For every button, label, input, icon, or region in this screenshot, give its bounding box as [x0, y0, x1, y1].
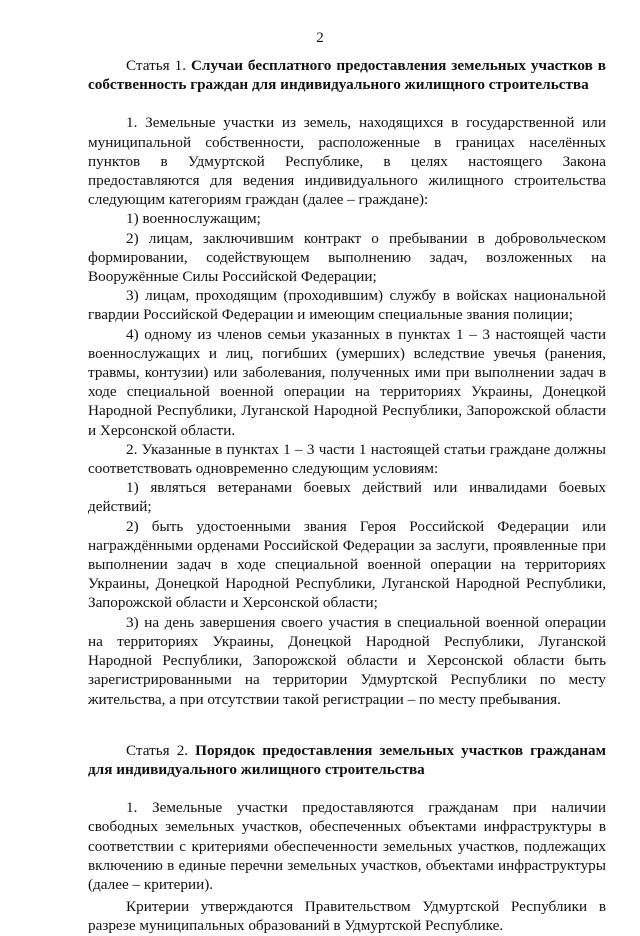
article-1-part-2-item-2: 2) быть удостоенными звания Героя Российской Федерации или награждёнными орденами Российской Федерации за заслуги, проявленные при выполнении задач в ходе специальной военной операции на территориях Украины, Донецкой Народной Республики, Луганской Народной Республики, Запорожской области и Херсонской области;: [88, 517, 606, 612]
article-2-part-1: 1. Земельные участки предоставляются гражданам при наличии свободных земельных участков, обеспеченных объектами инфраструктуры в соответствии с критериями обеспеченности земельных участков, подлежащих включению в единые перечни земельных участков, объектами инфраструктуры (далее – критерии).: [88, 799, 606, 893]
document-body: [88, 56, 606, 936]
spacer: [88, 94, 606, 113]
article-2-label: Статья 2.: [126, 741, 189, 759]
article-1-part-2-item-3: 3) на день завершения своего участия в специальной военной операции на территориях Украины, Донецкой Народной Республики, Луганской Народной Республики, Запорожской области и Херсонской области быть зарегистрированными на территории Удмуртской Республики по месту жительства, а при отсутствии такой регистрации – по месту пребывания.: [88, 613, 606, 708]
article-1-part-1-item-4: 4) одному из членов семьи указанных в пунктах 1 – 3 настоящей части военнослужащих и лиц, погибших (умерших) вследствие увечья (ранения, травмы, контузии) или заболевания, полученных ими при выполнении задач в ходе специальной военной операции на территориях Украины, Донецкой Народной Республики, Луганской Народной Республики, Запорожской области и Херсонской области.: [88, 325, 606, 439]
article-2-heading: [88, 741, 606, 779]
spacer: [88, 779, 606, 798]
spacer: [88, 709, 606, 741]
article-2-part-1-continued: Критерии утверждаются Правительством Удмуртской Республики в разрезе муниципальных образований в Удмуртской Республике.: [88, 898, 606, 935]
article-1-part-1: 1. Земельные участки из земель, находящихся в государственной или муниципальной собственности, расположенные в границах населённых пунктов в Удмуртской Республике, в целях настоящего Закона предоставляются для ведения индивидуального жилищного строительства следующим категориям граждан (далее – граждане):: [88, 114, 606, 209]
article-1-part-1-item-2: 2) лицам, заключившим контракт о пребывании в добровольческом формировании, содействующем выполнению задач, возложенных на Вооружённые Силы Российской Федерации;: [88, 229, 606, 286]
article-1-title: Случаи бесплатного предоставления земельных участков в собственность граждан для индивидуального жилищного строительства: [88, 57, 606, 94]
article-1-part-2: 2. Указанные в пунктах 1 – 3 части 1 настоящей статьи граждане должны соответствовать одновременно следующим условиям:: [88, 440, 606, 478]
page-number: 2: [316, 30, 324, 46]
article-1-label: Статья 1.: [126, 57, 186, 74]
article-1-part-2-item-1: 1) являться ветеранами боевых действий или инвалидами боевых действий;: [88, 479, 606, 516]
article-1-part-1-item-1: 1) военнослужащим;: [126, 210, 261, 228]
article-1-heading: [88, 56, 606, 94]
article-2-title: Порядок предоставления земельных участков гражданам для индивидуального жилищного строительства: [88, 741, 606, 778]
article-1-part-1-item-3: 3) лицам, проходящим (проходившим) службу в войсках национальной гвардии Российской Федерации и имеющим специальные звания полиции;: [88, 287, 606, 324]
